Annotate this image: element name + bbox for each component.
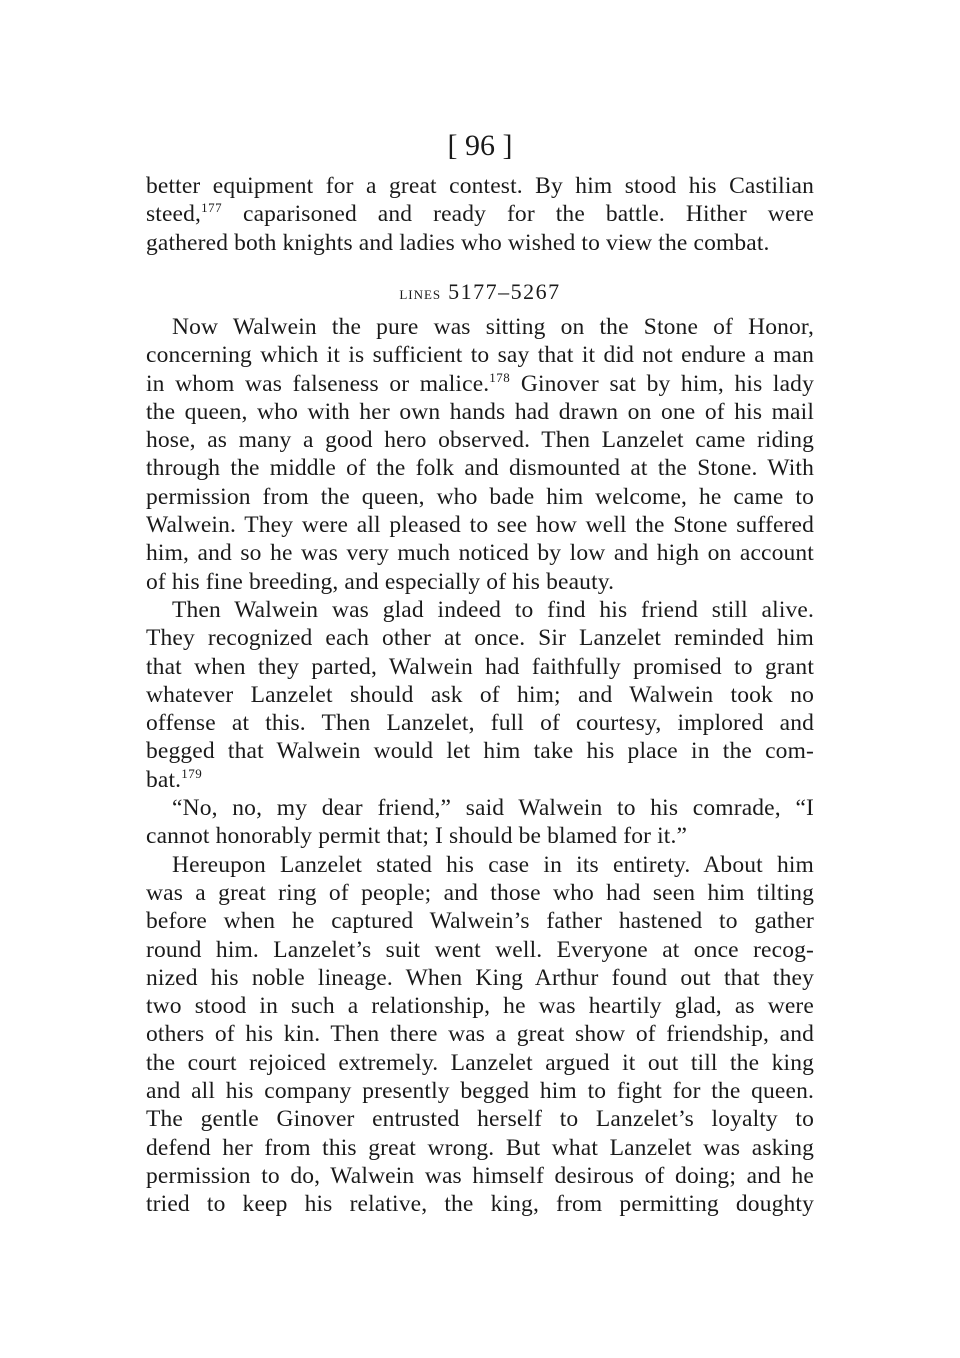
- text-line: They recognized each other at once. Sir Lanzelet reminded him: [146, 625, 814, 652]
- text-line: was a great ring of people; and those who had seen him tilting: [146, 879, 814, 906]
- text-line: tried to keep his relative, the king, from permitting doughty: [146, 1191, 814, 1218]
- text-line: nized his noble lineage. When King Arthur found out that they: [146, 964, 814, 991]
- text-line: permission from the queen, who bade him welcome, he came to: [146, 483, 814, 510]
- text-line: Then Walwein was glad indeed to find his friend still alive.: [172, 596, 814, 623]
- text-line: defend her from this great wrong. But what Lanzelet was asking: [146, 1134, 814, 1161]
- text-line: that when they parted, Walwein had faithfully promised to grant: [146, 653, 814, 680]
- text-line: in whom was falseness or malice.$^{178}$ Ginover sat by him, his lady: [146, 369, 814, 397]
- text-line: offense at this. Then Lanzelet, full of courtesy, implored and: [146, 710, 814, 737]
- text-line: the queen, who with her own hands had drawn on one of his mail: [146, 398, 814, 425]
- text-line: gathered both knights and ladies who wished to view the combat.: [146, 229, 770, 256]
- text-line: cannot honorably permit that; I should be blamed for it.”: [146, 823, 688, 850]
- text-line: two stood in such a relationship, he was heartily glad, as were: [146, 993, 814, 1020]
- heading-label: lines: [399, 283, 442, 304]
- text-line: begged that Walwein would let him take his place in the com-: [146, 738, 814, 765]
- footnote-ref-179: 179: [181, 765, 203, 781]
- text-line: hose, as many a good hero observed. Then Lanzelet came riding: [146, 427, 814, 454]
- text-line: Walwein. They were all pleased to see how well the Stone suffered: [146, 512, 814, 539]
- text-line: him, and so he was very much noticed by low and high on account: [146, 540, 814, 567]
- opening-paragraph: [146, 172, 814, 257]
- text-line: permission to do, Walwein was himself desirous of doing; and he: [146, 1162, 814, 1189]
- text-line: the court rejoiced extremely. Lanzelet argued it out till the king: [146, 1049, 814, 1076]
- text-line: of his fine breeding, and especially of his beauty.: [146, 568, 615, 595]
- main-text: [146, 313, 814, 1219]
- text-line: before when he captured Walwein’s father hastened to gather: [146, 908, 814, 935]
- text-line: and all his company presently begged him to fight for the queen.: [146, 1078, 814, 1105]
- text-line: “No, no, my dear friend,” said Walwein to his comrade, “I: [172, 795, 814, 822]
- text-line: whatever Lanzelet should ask of him; and Walwein took no: [146, 681, 814, 708]
- footnote-ref-178: 178: [489, 369, 511, 385]
- text-line: better equipment for a great contest. By him stood his Castilian: [146, 173, 814, 199]
- footnote-ref-177: 177: [201, 200, 223, 216]
- text-line: round him. Lanzelet’s suit went well. Everyone at once recog-: [146, 936, 814, 963]
- text-line: Now Walwein the pure was sitting on the Stone of Honor,: [172, 314, 814, 340]
- page-number: [ 96 ]: [447, 129, 513, 162]
- text-line: steed,$^{177}$ caparisoned and ready for the battle. Hither were: [146, 200, 814, 228]
- heading-line-range: 5177–5267: [448, 279, 561, 304]
- text-line: through the middle of the folk and dismounted at the Stone. With: [146, 455, 814, 482]
- text-line: others of his kin. Then there was a great show of friendship, and: [146, 1021, 814, 1048]
- text-line: Hereupon Lanzelet stated his case in its entirety. About him: [172, 851, 814, 878]
- text-line: concerning which it is sufficient to say that it did not endure a man: [146, 342, 814, 369]
- section-heading: [0, 277, 960, 309]
- text-line: The gentle Ginover entrusted herself to Lanzelet’s loyalty to: [146, 1106, 814, 1133]
- text-line: bat.$^{179}$: [146, 765, 203, 793]
